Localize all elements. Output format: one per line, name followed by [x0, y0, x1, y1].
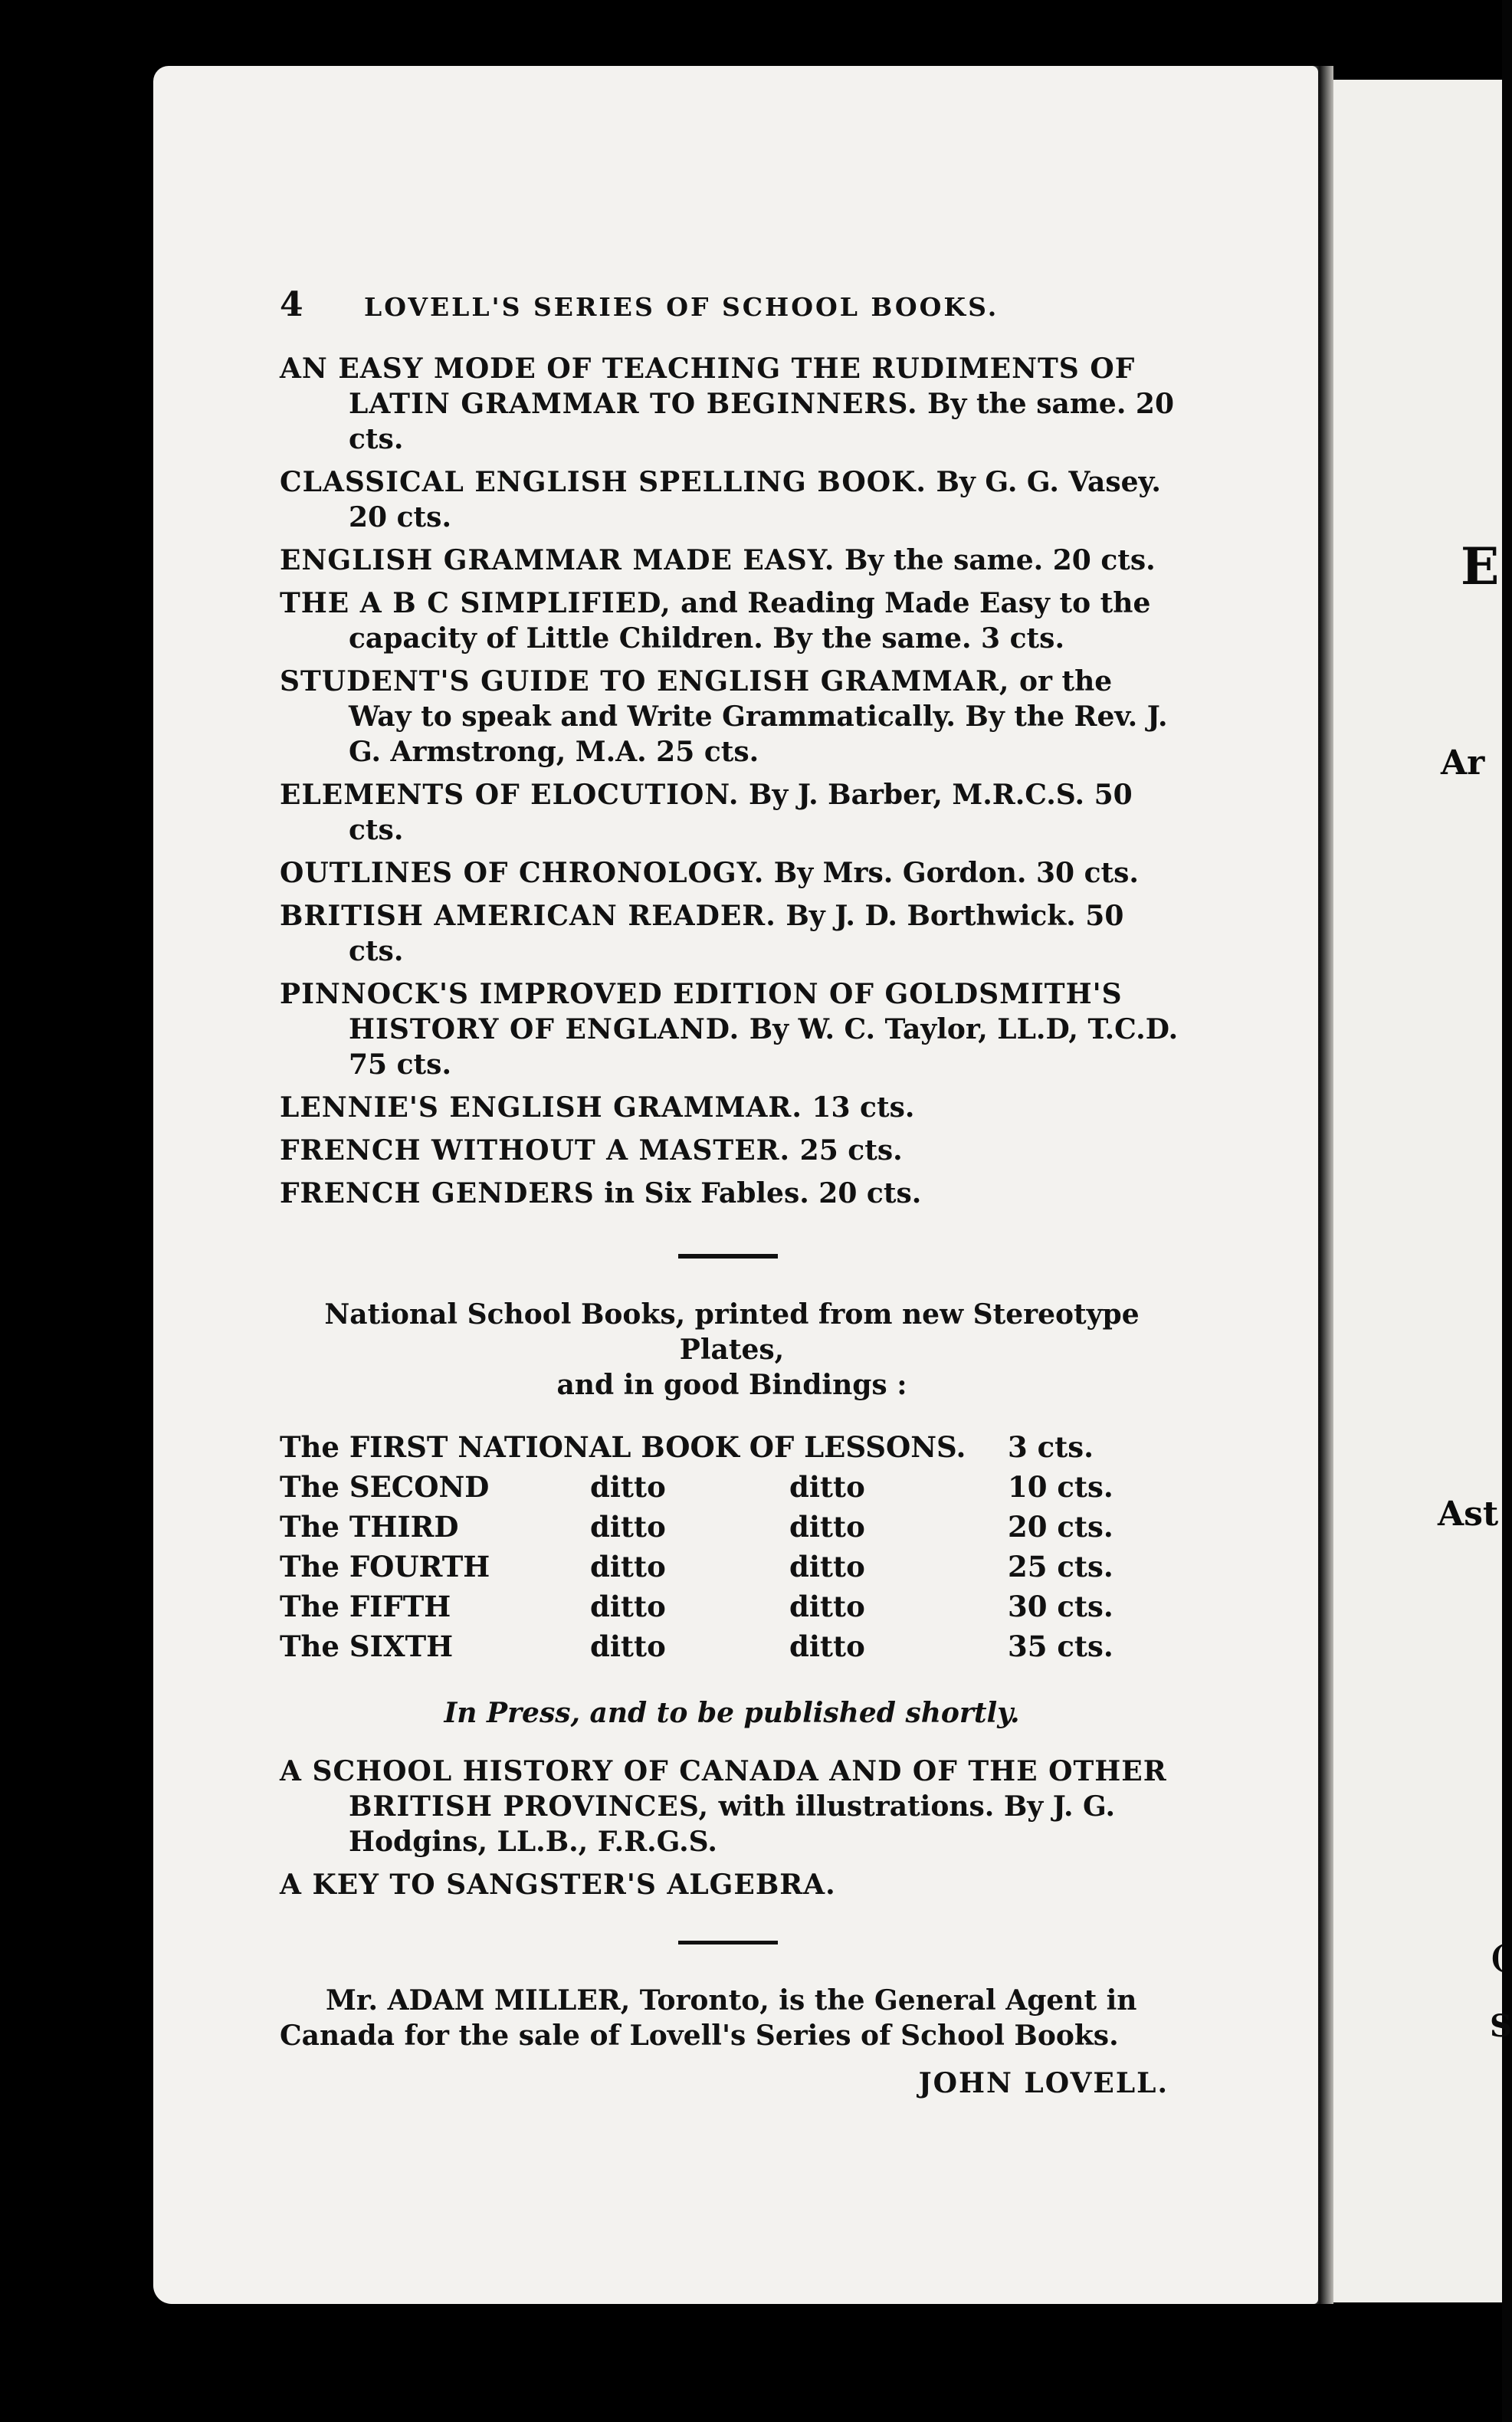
book-detail: By J. D. Borthwick. 50 cts.	[349, 900, 1124, 967]
price-cell: 25 cts.	[1008, 1550, 1114, 1583]
table-row	[280, 1587, 1184, 1626]
ditto-cell: ditto	[590, 1510, 666, 1544]
book-entry	[280, 898, 1184, 969]
book-title: A SCHOOL HISTORY OF CANADA AND OF THE OTHER BRITISH PROVINCES,	[280, 1755, 1167, 1823]
book-name: The THIRD	[280, 1510, 459, 1544]
book-entry	[280, 1133, 1184, 1168]
book-title: ELEMENTS OF ELOCUTION.	[280, 779, 740, 811]
book-entry	[280, 664, 1184, 770]
table-row	[280, 1467, 1184, 1507]
book-detail: By the same. 20 cts.	[844, 544, 1156, 576]
ditto-cell: ditto	[789, 1510, 865, 1544]
book-title: ENGLISH GRAMMAR MADE EASY.	[280, 544, 835, 576]
in-press-list	[280, 1754, 1184, 1902]
book-detail: By the same. 20 cts.	[349, 388, 1174, 455]
table-row	[280, 1427, 1184, 1467]
price-cell: 3 cts.	[1008, 1430, 1094, 1464]
book-name: The SECOND	[280, 1470, 490, 1504]
ditto-cell: ditto	[789, 1629, 865, 1663]
book-detail: 13 cts.	[812, 1091, 915, 1124]
book-title: AN EASY MODE OF TEACHING THE RUDIMENTS OF LATIN GRAMMAR TO BEGINNERS.	[280, 353, 1136, 420]
book-entry	[280, 1090, 1184, 1125]
book-detail: By W. C. Taylor, LL.D, T.C.D. 75 cts.	[349, 1013, 1179, 1081]
book-entry	[280, 464, 1184, 535]
facing-page-fragment: Ast	[1438, 1495, 1499, 1534]
table-row	[280, 1507, 1184, 1547]
book-title: OUTLINES OF CHRONOLOGY.	[280, 857, 765, 889]
book-detail: and Reading Made Easy to the capacity of Little Children. By the same. 3 cts.	[349, 587, 1151, 655]
facing-page	[1332, 80, 1502, 2302]
facing-page-fragment: Ar	[1441, 743, 1485, 783]
ditto-cell: ditto	[590, 1470, 666, 1504]
book-entry	[280, 543, 1184, 578]
ditto-cell: ditto	[590, 1629, 666, 1663]
book-detail: 25 cts.	[799, 1134, 903, 1167]
section-divider	[678, 1254, 778, 1259]
book-list	[280, 351, 1184, 1211]
page-content	[280, 287, 1184, 2101]
page-number: 4	[280, 285, 303, 324]
book-title: FRENCH GENDERS	[280, 1177, 595, 1209]
ditto-cell: ditto	[789, 1470, 865, 1504]
ditto-cell: ditto	[590, 1550, 666, 1583]
book-detail: with illustrations. By J. G. Hodgins, LL.B., F.R.G.S.	[349, 1790, 1116, 1858]
book-title: STUDENT'S GUIDE TO ENGLISH GRAMMAR,	[280, 665, 1010, 697]
agent-note: Mr. ADAM MILLER, Toronto, is the General Agent in Canada for the sale of Lovell's Series of School Books.	[280, 1984, 1137, 2052]
book-entry	[280, 777, 1184, 848]
section-divider	[678, 1941, 778, 1944]
book-detail: By Mrs. Gordon. 30 cts.	[773, 857, 1139, 889]
page-header	[280, 287, 1184, 325]
price-cell: 30 cts.	[1008, 1590, 1114, 1623]
book-name: The FIRST NATIONAL BOOK OF LESSONS.	[280, 1430, 966, 1464]
book-title: PINNOCK'S IMPROVED EDITION OF GOLDSMITH'S HISTORY OF ENGLAND.	[280, 978, 1123, 1045]
ditto-cell: ditto	[590, 1590, 666, 1623]
facing-page-fragment: E	[1461, 537, 1500, 596]
book-title: A KEY TO SANGSTER'S ALGEBRA.	[280, 1869, 836, 1901]
national-heading-line2: and in good Bindings :	[556, 1369, 907, 1401]
facing-page-fragment: (	[1490, 1939, 1504, 1975]
book-entry	[280, 586, 1184, 656]
book-detail: By G. G. Vasey. 20 cts.	[349, 466, 1161, 533]
book-detail: in Six Fables. 20 cts.	[604, 1177, 922, 1209]
in-press-heading: In Press, and to be published shortly.	[444, 1697, 1020, 1729]
ditto-cell: ditto	[789, 1550, 865, 1583]
running-title: LOVELL'S SERIES OF SCHOOL BOOKS.	[364, 292, 999, 322]
book-name: The FIFTH	[280, 1590, 451, 1623]
book-detail: By J. Barber, M.R.C.S. 50 cts.	[349, 779, 1133, 846]
book-title: LENNIE'S ENGLISH GRAMMAR.	[280, 1091, 802, 1124]
book-detail: or the Way to speak and Write Grammatically. By the Rev. J. G. Armstrong, M.A. 25 cts.	[349, 665, 1168, 768]
book-name: The SIXTH	[280, 1629, 454, 1663]
ditto-cell: ditto	[789, 1590, 865, 1623]
book-title: CLASSICAL ENGLISH SPELLING BOOK.	[280, 466, 927, 498]
book-title: BRITISH AMERICAN READER.	[280, 900, 776, 932]
table-row	[280, 1626, 1184, 1666]
book-entry	[280, 855, 1184, 891]
national-heading-line1: National School Books, printed from new Stereotype Plates,	[324, 1298, 1140, 1366]
book-entry	[280, 976, 1184, 1082]
in-press-entry	[280, 1867, 1184, 1902]
national-heading	[280, 1297, 1184, 1403]
table-row	[280, 1547, 1184, 1587]
book-entry	[280, 351, 1184, 457]
national-books-table	[280, 1427, 1184, 1666]
price-cell: 20 cts.	[1008, 1510, 1114, 1544]
price-cell: 10 cts.	[1008, 1470, 1114, 1504]
in-press-entry	[280, 1754, 1184, 1859]
book-title: FRENCH WITHOUT A MASTER.	[280, 1134, 791, 1167]
book-entry	[280, 1176, 1184, 1211]
book-title: THE A B C SIMPLIFIED,	[280, 587, 671, 619]
book-name: The FOURTH	[280, 1550, 490, 1583]
price-cell: 35 cts.	[1008, 1629, 1114, 1663]
signature: JOHN LOVELL.	[918, 2067, 1169, 2099]
facing-page-fragment: S	[1490, 2008, 1512, 2044]
